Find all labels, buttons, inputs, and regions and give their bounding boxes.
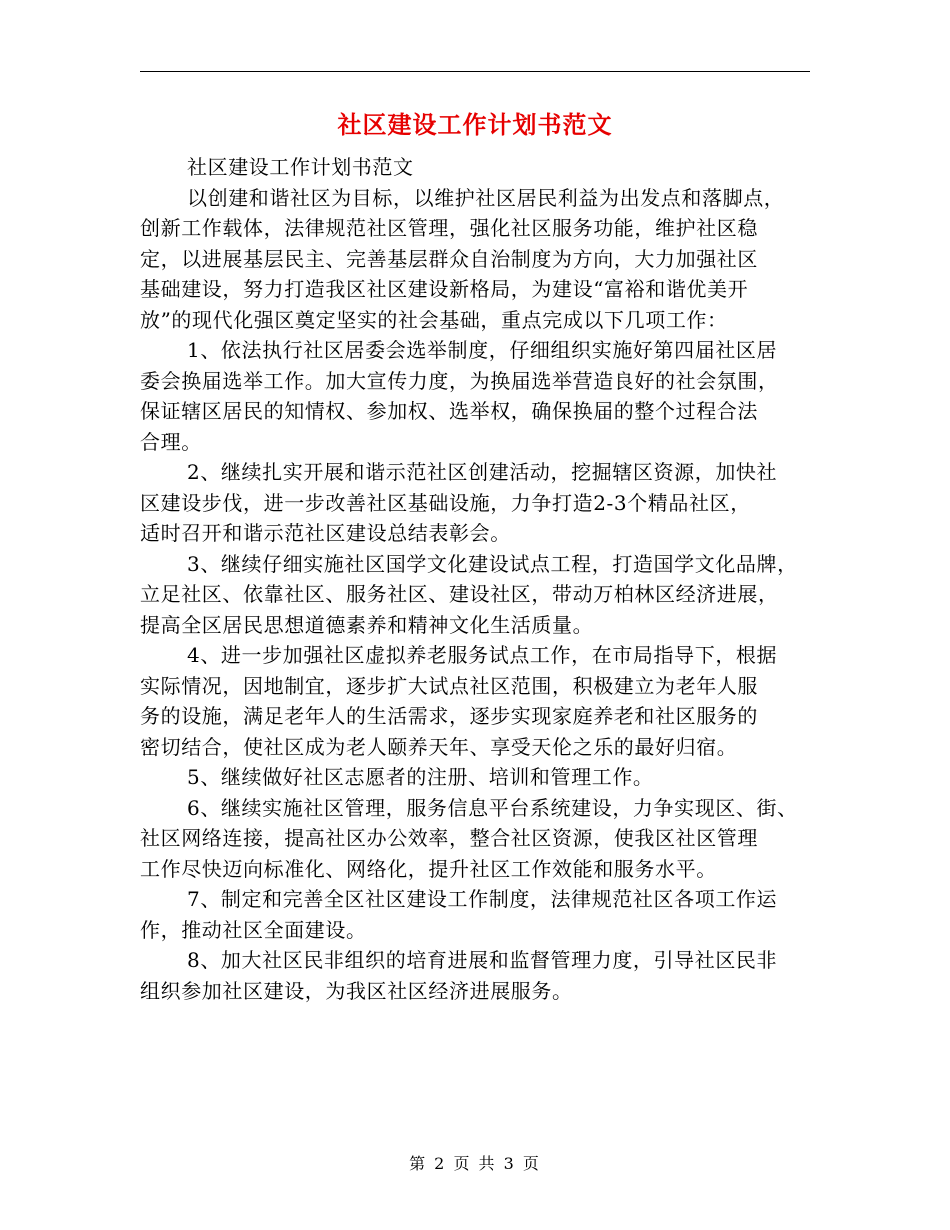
list-item-2-line: 2、继续扎实开展和谐示范社区创建活动，挖掘辖区资源，加快社 (187, 460, 778, 484)
list-item-2-line: 适时召开和谐示范社区建设总结表彰会。 (140, 521, 511, 545)
list-item-1-line: 保证辖区居民的知情权、参加权、选举权，确保换届的整个过程合法 (140, 399, 758, 423)
list-item-4-line: 密切结合，使社区成为老人颐养天年、享受天伦之乐的最好归宿。 (140, 734, 738, 759)
paragraph-line: 以创建和谐社区为目标，以维护社区居民利益为出发点和落脚点， (187, 185, 785, 210)
list-item-3-line: 3、继续仔细实施社区国学文化建设试点工程，打造国学文化品牌， (187, 551, 798, 576)
header-rule (140, 71, 810, 72)
list-item-6-line: 工作尽快迈向标准化、网络化，提升社区工作效能和服务水平。 (140, 856, 717, 881)
list-item-2-line: 区建设步伐，进一步改善社区基础设施，力争打造2-3个精品社区， (140, 490, 751, 515)
paragraph-line: 基础建设，努力打造我区社区建设新格局，为建设“富裕和谐优美开 (140, 277, 749, 301)
list-item-7-line: 作，推动社区全面建设。 (140, 917, 367, 942)
list-item-6-line: 社区网络连接，提高社区办公效率，整合社区资源，使我区社区管理 (140, 826, 758, 850)
paragraph-line: 放”的现代化强区奠定坚实的社会基础，重点完成以下几项工作： (140, 307, 728, 332)
list-item-8-line: 8、加大社区民非组织的培育进展和监督管理力度，引导社区民非 (187, 948, 778, 972)
page-number-footer: 第 2 页 共 3 页 (409, 1154, 541, 1173)
document-title: 社区建设工作计划书范文 (337, 110, 613, 139)
list-item-4-line: 务的设施，满足老年人的生活需求，逐步实现家庭养老和社区服务的 (140, 704, 758, 728)
paragraph-line: 定，以进展基层民主、完善基层群众自治制度为方向，大力加强社区 (140, 246, 758, 271)
list-item-7-line: 7、制定和完善全区社区建设工作制度，法律规范社区各项工作运 (187, 887, 778, 911)
list-item-5-line: 5、继续做好社区志愿者的注册、培训和管理工作。 (187, 765, 654, 789)
document-body (140, 152, 812, 1006)
list-item-8-line: 组织参加社区建设，为我区社区经济进展服务。 (140, 978, 573, 1003)
list-item-6-line: 6、继续实施社区管理，服务信息平台系统建设，力争实现区、街、 (187, 795, 798, 820)
list-item-3-line: 提高全区居民思想道德素养和精神文化生活质量。 (140, 612, 594, 637)
list-item-4-line: 4、进一步加强社区虚拟养老服务试点工作，在市局指导下，根据 (187, 643, 778, 667)
paragraph-line: 创新工作载体，法律规范社区管理，强化社区服务功能，维护社区稳 (140, 216, 758, 240)
list-item-3-line: 立足社区、依靠社区、服务社区、建设社区，带动万柏林区经济进展， (140, 582, 779, 606)
subtitle-line: 社区建设工作计划书范文 (187, 155, 414, 179)
list-item-1-line: 委会换届选举工作。加大宣传力度，为换届选举营造良好的社会氛围， (140, 368, 779, 393)
list-item-1-line: 合理。 (140, 429, 202, 454)
list-item-4-line: 实际情况，因地制宜，逐步扩大试点社区范围，积极建立为老年人服 (140, 673, 758, 698)
list-item-1-line: 1、依法执行社区居委会选举制度，仔细组织实施好第四届社区居 (187, 338, 778, 362)
